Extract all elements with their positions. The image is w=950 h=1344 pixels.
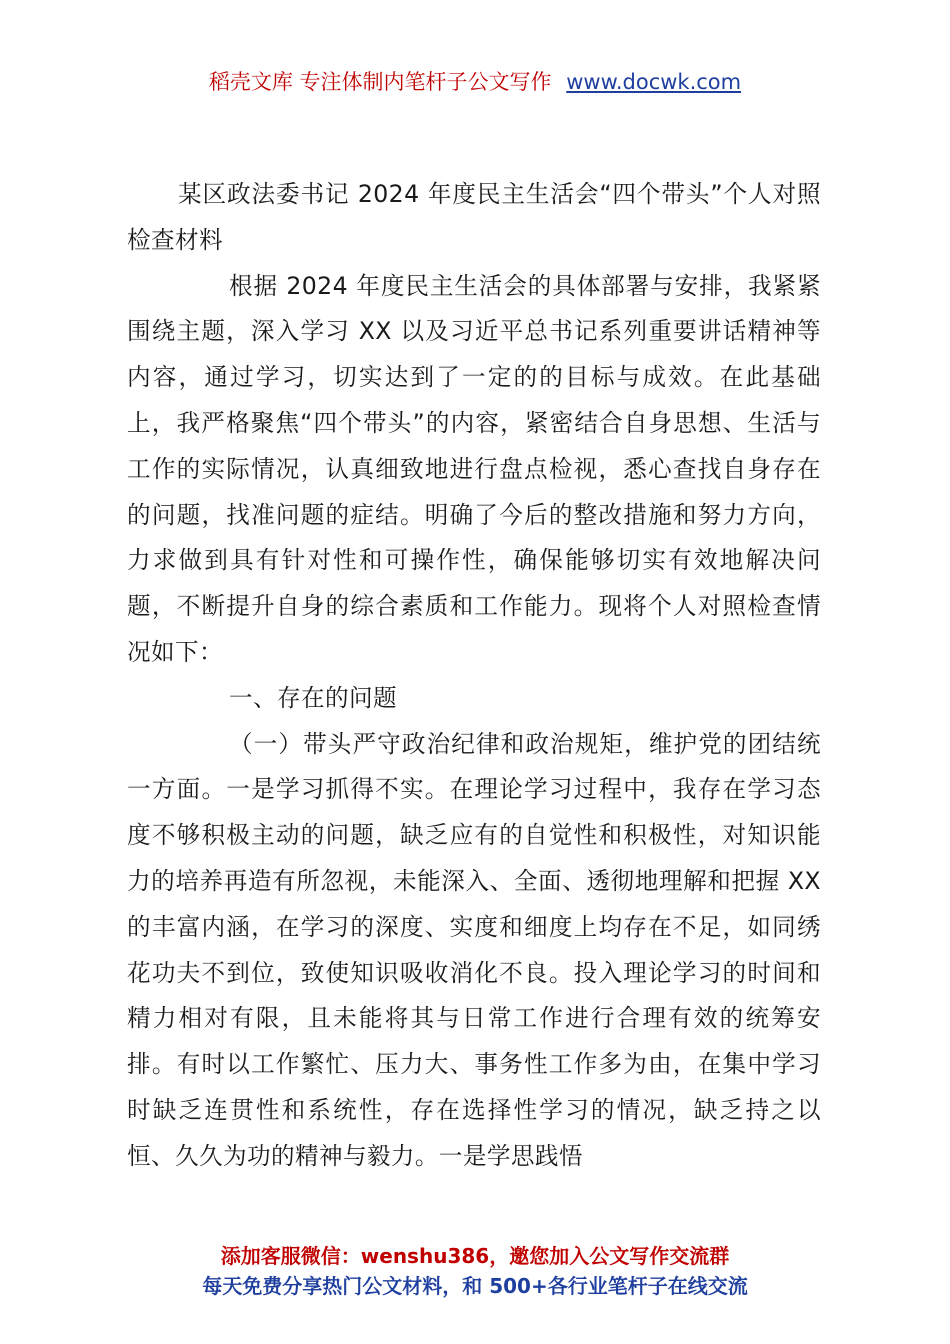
document-body — [127, 172, 821, 1180]
site-brand-text: 稻壳文库 专注体制内笔杆子公文写作 — [208, 70, 552, 94]
site-header — [0, 66, 950, 96]
footer-share-line: 每天免费分享热门公文材料，和 500+各行业笔杆子在线交流 — [202, 1274, 748, 1298]
promo-footer — [0, 1241, 950, 1301]
section-paragraph: （一）带头严守政治纪律和政治规矩，维护党的团结统一方面。一是学习抓得不实。在理论学习过程中，我存在学习态度不够积极主动的问题，缺乏应有的自觉性和积极性，对知识能力的培养再造有所忽视，未能深入、全面、透彻地理解和把握 XX 的丰富内涵，在学习的深度、实度和细度上均存在不足，如同绣花功夫不到位，致使知识吸收消化不良。投入理论学习的时间和精力相对有限，且未能将其与日常工作进行合理有效的统筹安排。有时以工作繁忙、压力大、事务性工作多为由，在集中学习时缺乏连贯性和系统性，存在选择性学习的情况，缺乏持之以恒、久久为功的精神与毅力。一是学思践悟 — [127, 729, 821, 1170]
footer-wechat-line: 添加客服微信：wenshu386，邀您加入公文写作交流群 — [220, 1244, 730, 1268]
section-heading: 一、存在的问题 — [229, 683, 397, 712]
document-title: 某区政法委书记 2024 年度民主生活会“四个带头”个人对照检查材料 — [127, 180, 821, 254]
intro-paragraph: 根据 2024 年度民主生活会的具体部署与安排，我紧紧围绕主题，深入学习 XX 以及习近平总书记系列重要讲话精神等内容，通过学习，切实达到了一定的的目标与成效。在此基础上，我严格聚焦“四个带头”的内容，紧密结合自身思想、生活与工作的实际情况，认真细致地进行盘点检视，悉心查找自身存在的问题，找准问题的症结。明确了今后的整改措施和努力方向，力求做到具有针对性和可操作性，确保能够切实有效地解决问题，不断提升自身的综合素质和工作能力。现将个人对照检查情况如下： — [127, 271, 821, 666]
site-url-link[interactable]: www.docwk.com — [566, 70, 742, 94]
